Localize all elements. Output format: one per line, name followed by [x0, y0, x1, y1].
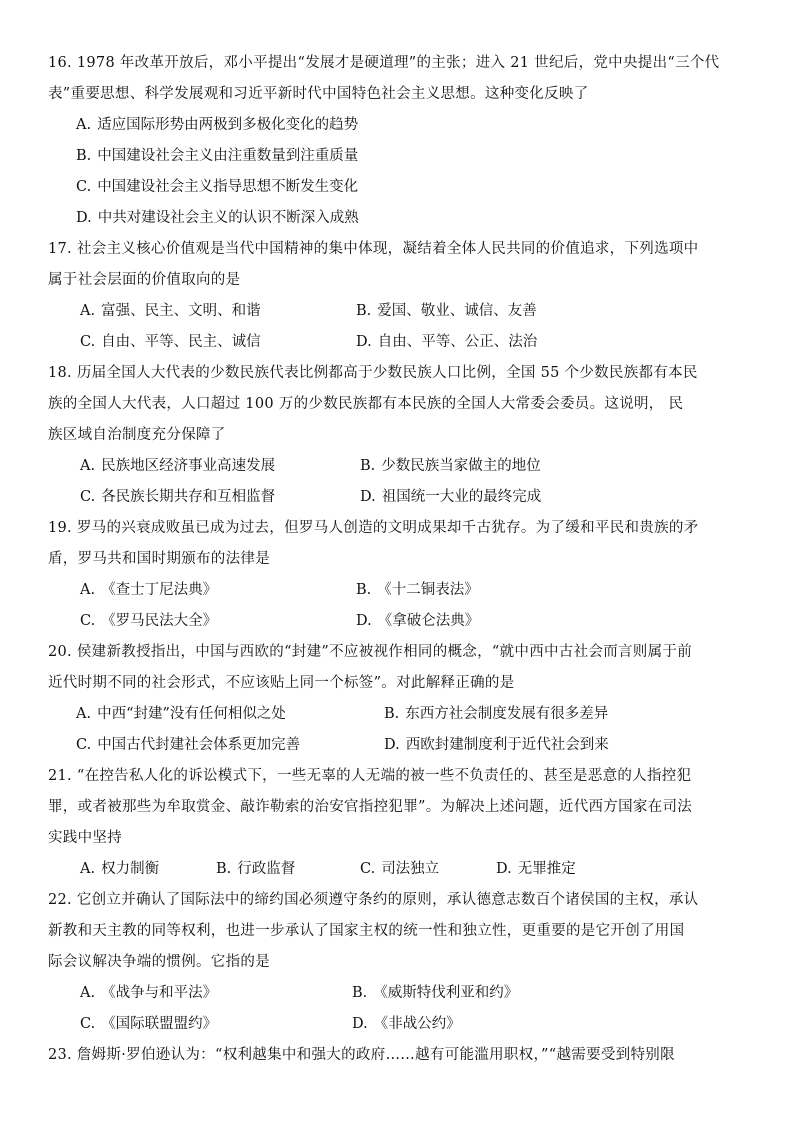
- option-row: [48, 606, 768, 637]
- question-18: [48, 358, 768, 513]
- question-stem-line: 19. 罗马的兴衰成败虽已成为过去，但罗马人创造的文明成果却千古犹存。为了缓和平民和贵族的矛: [48, 520, 699, 536]
- option-row: [48, 110, 768, 141]
- option-row: [48, 575, 768, 606]
- option-a: A. 适应国际形势由两极到多极化变化的趋势: [76, 117, 359, 133]
- option-row: [48, 854, 768, 885]
- option-b: B. 中国建设社会主义由注重数量到注重质量: [76, 148, 359, 164]
- option-c: C. 司法独立: [360, 861, 440, 877]
- option-b: B. 东西方社会制度发展有很多差异: [384, 706, 609, 722]
- question-stem-line: 22. 它创立并确认了国际法中的缔约国必须遵守条约的原则，承认德意志数百个诸侯国的主权，承认: [48, 892, 699, 908]
- option-d: D. 《非战公约》: [352, 1016, 461, 1032]
- question-16: [48, 48, 768, 234]
- question-stem-line: 实践中坚持: [48, 830, 122, 846]
- option-row: [48, 296, 768, 327]
- option-c: C. 中国建设社会主义指导思想不断发生变化: [76, 179, 359, 195]
- question-23: [48, 1040, 768, 1071]
- option-a: A. 民族地区经济事业高速发展: [80, 458, 276, 474]
- option-row: [48, 482, 768, 513]
- question-stem-line: 16. 1978 年改革开放后，邓小平提出“发展才是硬道理”的主张；进入 21 世纪后，党中央提出“三个代: [48, 55, 720, 71]
- question-stem-line: 20. 侯建新教授指出，中国与西欧的“封建”不应被视作相同的概念，“就中西中古社会而言则属于前: [48, 644, 693, 660]
- question-stem-line: 21. “在控告私人化的诉讼模式下，一些无辜的人无端的被一些不负责任的、甚至是恶意的人指控犯: [48, 768, 692, 784]
- question-20: [48, 637, 768, 761]
- option-a: A. 《查士丁尼法典》: [80, 582, 218, 598]
- option-a: A. 权力制衡: [80, 861, 160, 877]
- question-stem-line: 表”重要思想、科学发展观和习近平新时代中国特色社会主义思想。这种变化反映了: [48, 86, 589, 102]
- option-d: D. 祖国统一大业的最终完成: [360, 489, 542, 505]
- option-d: D. 无罪推定: [496, 861, 576, 877]
- option-row: [48, 730, 768, 761]
- question-stem-line: 属于社会层面的价值取向的是: [48, 272, 241, 288]
- option-row: [48, 172, 768, 203]
- option-b: B. 《威斯特伐利亚和约》: [352, 985, 519, 1001]
- option-d: D. 西欧封建制度利于近代社会到来: [384, 737, 609, 753]
- option-d: D. 中共对建设社会主义的认识不断深入成熟: [76, 210, 359, 226]
- option-c: C. 中国古代封建社会体系更加完善: [76, 737, 301, 753]
- question-stem-line: 18. 历届全国人大代表的少数民族代表比例都高于少数民族人口比例，全国 55 个少数民族都有本民: [48, 365, 698, 381]
- question-stem-line: 际会议解决争端的惯例。它指的是: [48, 954, 270, 970]
- question-stem-line: 族的全国人大代表，人口超过 100 万的少数民族都有本民族的全国人大常委会委员。这说明， 民: [48, 396, 684, 412]
- option-a: A. 富强、民主、文明、和谐: [80, 303, 261, 319]
- option-a: A. 《战争与和平法》: [80, 985, 218, 1001]
- option-c: C. 自由、平等、民主、诚信: [80, 334, 261, 350]
- question-stem-line: 罪，或者被那些为牟取赏金、敲诈勒索的治安官指控犯罪”。为解决上述问题，近代西方国家在司法: [48, 799, 693, 815]
- question-stem-line: 23. 詹姆斯·罗伯逊认为：“权利越集中和强大的政府……越有可能滥用职权，”“越需要受到特别限: [48, 1047, 675, 1063]
- question-stem-line: 17. 社会主义核心价值观是当代中国精神的集中体现，凝结着全体人民共同的价值追求，下列选项中: [48, 241, 699, 257]
- question-21: [48, 761, 768, 885]
- option-row: [48, 699, 768, 730]
- option-row: [48, 978, 768, 1009]
- option-d: D. 自由、平等、公正、法治: [356, 334, 538, 350]
- question-stem-line: 新教和天主教的同等权利，也进一步承认了国家主权的统一性和独立性，更重要的是它开创了用国: [48, 923, 685, 939]
- question-stem-line: 近代时期不同的社会形式，不应该贴上同一个标签”。对此解释正确的是: [48, 675, 515, 691]
- option-b: B. 少数民族当家做主的地位: [360, 458, 541, 474]
- option-b: B. 《十二铜表法》: [356, 582, 479, 598]
- option-c: C. 《罗马民法大全》: [80, 613, 218, 629]
- option-row: [48, 327, 768, 358]
- question-17: [48, 234, 768, 358]
- option-row: [48, 203, 768, 234]
- option-row: [48, 141, 768, 172]
- option-b: B. 爱国、敬业、诚信、友善: [356, 303, 537, 319]
- option-c: C. 《国际联盟盟约》: [80, 1016, 218, 1032]
- exam-page: [48, 48, 768, 1071]
- option-a: A. 中西“封建”没有任何相似之处: [76, 706, 286, 722]
- question-19: [48, 513, 768, 637]
- option-b: B. 行政监督: [216, 861, 296, 877]
- option-row: [48, 1009, 768, 1040]
- option-c: C. 各民族长期共存和互相监督: [80, 489, 276, 505]
- question-stem-line: 族区域自治制度充分保障了: [48, 427, 226, 443]
- option-d: D. 《拿破仑法典》: [356, 613, 480, 629]
- question-22: [48, 885, 768, 1040]
- question-stem-line: 盾，罗马共和国时期颁布的法律是: [48, 551, 270, 567]
- option-row: [48, 451, 768, 482]
